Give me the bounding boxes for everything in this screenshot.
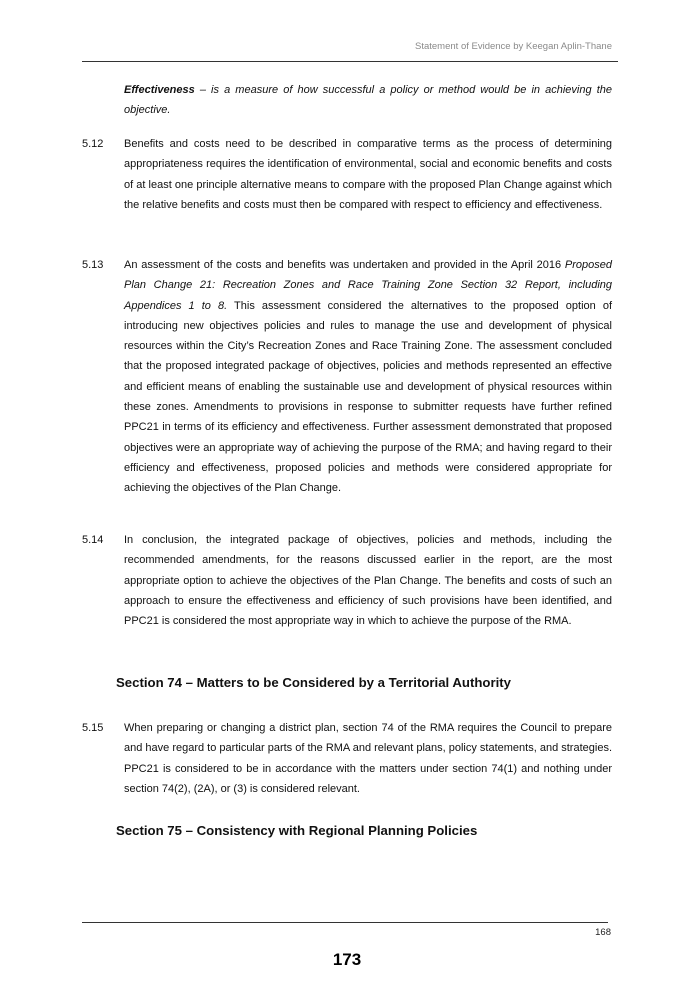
paragraph-5-12 <box>82 134 612 215</box>
stamp-page-number: 173 <box>332 950 362 969</box>
paragraph-text: When preparing or changing a district plan, section 74 of the RMA requires the Council to prepare and have regard to particular parts of the RMA and relevant plans, policy statements, and strategies. PPC21 is considered to be in accordance with the matters under section 74(1) and nothing under section 74(2), (2A), or (3) is considered relevant. <box>124 722 612 795</box>
paragraph-number: 5.13 <box>82 259 104 271</box>
paragraph-5-14 <box>82 530 612 631</box>
paragraph-text: Benefits and costs need to be described in comparative terms as the process of determining appropriateness requires the identification of environmental, social and economic benefits and costs of at least one principle alternative means to compare with the proposed Plan Change against which the relative benefits and costs must then be compared with respect to efficiency and effectiveness. <box>124 138 612 211</box>
paragraph-text-part: This assessment considered the alternatives to the proposed option of introducing new objectives policies and rules to manage the use and development of physical resources within the City’s Recreation Zones and Race Training Zone. The assessment concluded that the proposed integrated package of objectives, policies and methods represented an effective and efficient means of enabling the sustainable use and development of physical resources within these zones. Amendments to provisions in response to submitter requests have further refined PPC21 in terms of its efficiency and effectiveness. Further assessment demonstrated that proposed objectives were an appropriate way of achieving the purpose of the RMA; and having regard to their efficiency and effectiveness, proposed policies and methods were considered appropriate for achieving the objectives of the Plan Change. <box>124 299 612 495</box>
paragraph-number: 5.15 <box>82 722 104 734</box>
section-74-heading: Section 74 – Matters to be Considered by a Territorial Authority <box>116 675 511 690</box>
paragraph-text <box>124 255 612 499</box>
paragraph-text-part: An assessment of the costs and benefits was undertaken and provided in the April 2016 <box>124 259 565 271</box>
document-header: Statement of Evidence by Keegan Aplin-Thane <box>415 41 612 52</box>
header-divider <box>82 61 618 62</box>
paragraph-5-13 <box>82 255 612 499</box>
definition-term: Effectiveness <box>124 84 195 96</box>
footer-divider <box>82 922 608 923</box>
page-number: 168 <box>595 927 611 938</box>
paragraph-5-15 <box>82 718 612 799</box>
paragraph-number: 5.12 <box>82 138 104 150</box>
report-title-italic: Proposed Plan Change 21: Recreation Zones and Race Training Zone Section 32 Report, including Appendices 1 to 8. <box>124 259 612 312</box>
effectiveness-definition <box>124 80 612 121</box>
paragraph-text: In conclusion, the integrated package of objectives, policies and methods, including the recommended amendments, for the reasons discussed earlier in the report, are the most appropriate option to achieve the objectives of the Plan Change. The benefits and costs of such an approach to ensure the effectiveness and efficiency of such provisions have been identified, and PPC21 is considered the most appropriate way in which to achieve the purpose of the RMA. <box>124 534 612 628</box>
paragraph-number: 5.14 <box>82 534 104 546</box>
section-75-heading: Section 75 – Consistency with Regional Planning Policies <box>116 823 478 838</box>
definition-text: – is a measure of how successful a policy or method would be in achieving the objective. <box>124 84 612 117</box>
